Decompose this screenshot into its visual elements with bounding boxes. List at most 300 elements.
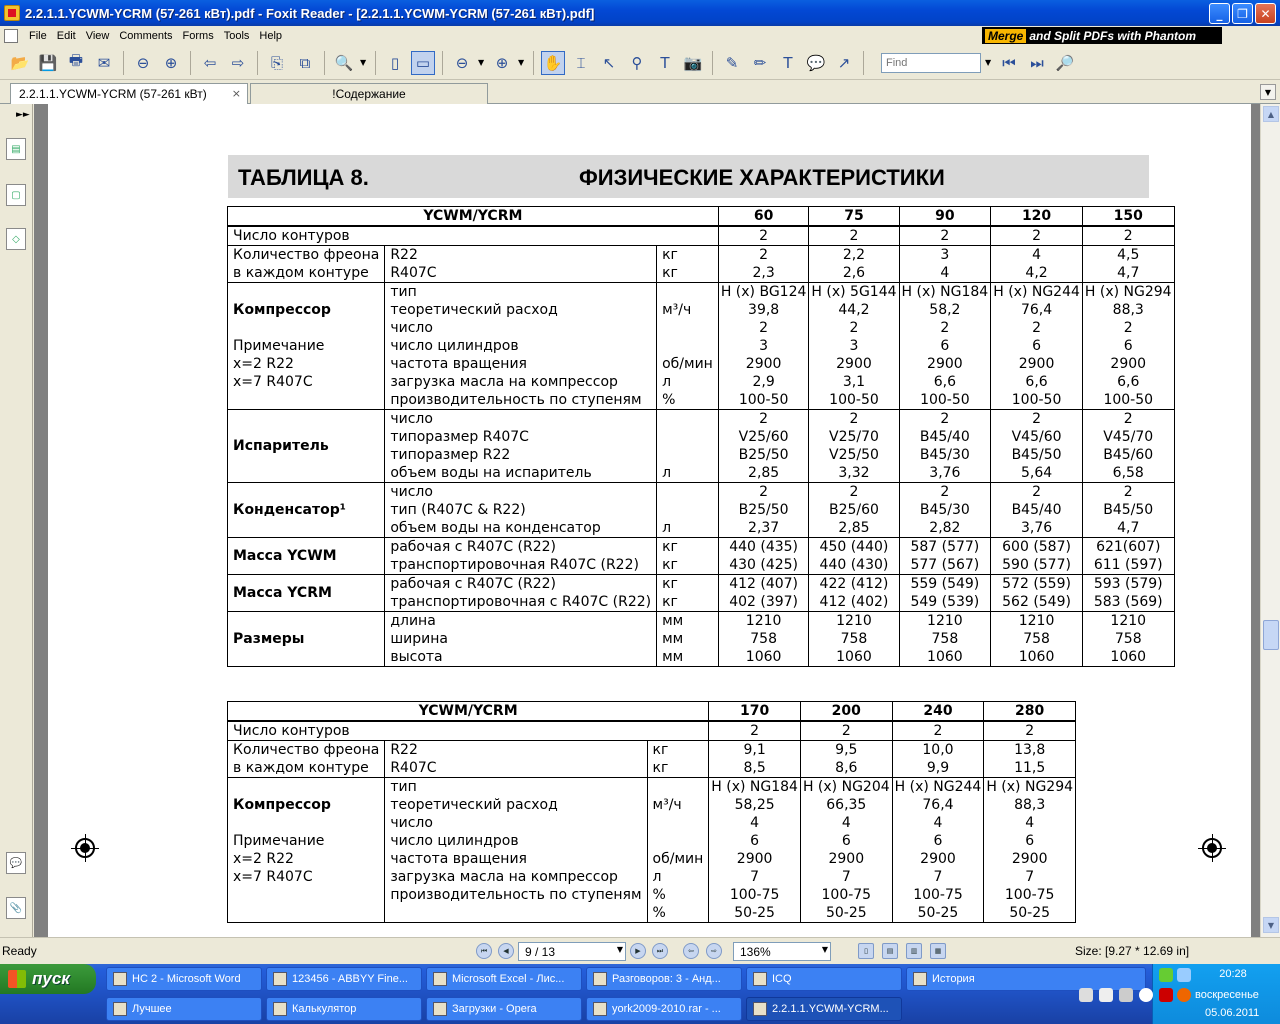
- value: 2900: [1011, 851, 1048, 867]
- promo-text: and Split PDFs with Phantom: [1029, 28, 1197, 43]
- group-label-line: Размеры: [233, 631, 305, 647]
- group-label-line: Компрессор: [233, 302, 331, 318]
- open-icon[interactable]: 📂: [10, 53, 30, 72]
- parameter-name: число: [390, 320, 433, 336]
- value: 50-25: [917, 905, 959, 921]
- value-cell: [718, 612, 809, 667]
- zoom-dropdown-icon[interactable]: ▼: [360, 58, 367, 67]
- parameter-names: [385, 483, 657, 538]
- value: 450 (440): [819, 539, 889, 555]
- taskbar-calculator[interactable]: [266, 997, 422, 1021]
- continuous-facing-view-icon[interactable]: ▦: [930, 943, 946, 959]
- taskbar-label: НС 2 - Microsoft Word: [132, 973, 241, 985]
- scroll-thumb[interactable]: [1263, 620, 1279, 650]
- value: 2,82: [929, 520, 961, 536]
- value: 2: [849, 411, 859, 427]
- value-cell: [1082, 612, 1174, 667]
- menu-edit[interactable]: Edit: [56, 30, 76, 42]
- unit: %: [652, 887, 666, 903]
- save-icon[interactable]: 💾: [38, 53, 58, 72]
- row-group-label: [228, 741, 385, 778]
- row-group-label: [228, 410, 385, 483]
- value: 2: [849, 320, 859, 336]
- menu-forms[interactable]: Forms: [182, 30, 214, 42]
- row-group-label: [228, 246, 385, 283]
- value: 2: [1123, 228, 1133, 244]
- units: [657, 575, 719, 612]
- page-number-field[interactable]: [518, 942, 626, 961]
- value-cell: [809, 483, 899, 538]
- zoom-out-dropdown-icon[interactable]: ▼: [478, 58, 485, 67]
- units: [647, 778, 709, 923]
- value: H (x) NG244: [993, 284, 1080, 300]
- unit: мм: [662, 631, 684, 647]
- value: 2: [940, 411, 950, 427]
- parameter-names: [385, 741, 647, 778]
- opera-tray-icon[interactable]: [1159, 988, 1173, 1002]
- value: B45/30: [919, 502, 970, 518]
- value: 58,25: [734, 797, 775, 813]
- unit: кг: [662, 265, 678, 281]
- select-text-icon[interactable]: ⌶: [576, 53, 586, 72]
- clock-time[interactable]: 20:28: [1219, 968, 1247, 980]
- expand-panel-icon[interactable]: ►►: [16, 110, 30, 120]
- units: [657, 246, 719, 283]
- value: 412 (402): [819, 594, 889, 610]
- units: [657, 612, 719, 667]
- group-label-line: Масса YCWM: [233, 548, 337, 564]
- value: 6,6: [933, 374, 956, 390]
- taskbar-foxit[interactable]: [746, 997, 902, 1021]
- value: 8,5: [743, 760, 766, 776]
- document-icon[interactable]: [4, 29, 18, 43]
- value-cell: [899, 612, 991, 667]
- winrar-icon: [593, 1002, 607, 1016]
- value: 100-50: [1011, 392, 1062, 408]
- find-dropdown-icon[interactable]: ▼: [985, 58, 992, 67]
- value-cell: [899, 575, 991, 612]
- word-icon: [113, 972, 127, 986]
- document-viewport[interactable]: [34, 104, 1260, 937]
- value: 2: [849, 228, 859, 244]
- taskbar-abbyy[interactable]: [266, 967, 422, 991]
- single-page-view-icon[interactable]: ▯: [858, 943, 874, 959]
- value: 2: [759, 247, 769, 263]
- previous-page-nav-icon[interactable]: ◀: [498, 943, 514, 959]
- minimize-button[interactable]: _: [1209, 3, 1230, 24]
- value: 2: [759, 484, 769, 500]
- last-page-icon[interactable]: ⏭: [652, 943, 668, 959]
- value: 6,58: [1112, 465, 1144, 481]
- find-previous-icon[interactable]: ⏮: [1002, 53, 1016, 72]
- unit: л: [662, 374, 672, 390]
- value: 2900: [836, 356, 872, 372]
- unit: л: [652, 869, 662, 885]
- keyboard-icon[interactable]: [1079, 988, 1093, 1002]
- value: B25/50: [738, 447, 789, 463]
- toolbar-separator: [190, 51, 191, 75]
- zoom-level-dropdown-icon[interactable]: ▼: [821, 945, 828, 954]
- find-next-icon[interactable]: ⏭: [1030, 53, 1044, 72]
- value: 4: [750, 815, 760, 831]
- value: 1060: [836, 649, 872, 665]
- unit: об/мин: [662, 356, 713, 372]
- clock-date: 05.06.2011: [1205, 1007, 1260, 1019]
- layers-icon[interactable]: ◇: [6, 228, 26, 250]
- select-annotation-icon[interactable]: ↖: [602, 53, 616, 72]
- tab-contents[interactable]: [250, 83, 488, 104]
- unit: кг: [652, 742, 669, 758]
- connection-icon[interactable]: [1177, 968, 1191, 982]
- value-cell: [718, 483, 809, 538]
- value-cell: [892, 778, 984, 923]
- forward-icon[interactable]: ⇨: [231, 53, 245, 72]
- value: 50-25: [1009, 905, 1051, 921]
- value-cell: [1082, 226, 1174, 246]
- taskbar-chat[interactable]: [586, 967, 742, 991]
- value: 4: [1025, 815, 1035, 831]
- value: 2: [1032, 320, 1042, 336]
- table-heading: [228, 155, 1149, 198]
- value: V25/60: [738, 429, 789, 445]
- value: 430 (425): [729, 557, 799, 573]
- unit: м³/ч: [652, 797, 682, 813]
- parameter-name: число: [390, 411, 433, 427]
- bookmarks-icon[interactable]: ▤: [6, 138, 26, 160]
- extract-pages-icon[interactable]: ⧉: [299, 53, 311, 72]
- zoom-out-icon[interactable]: ⊖: [455, 53, 469, 72]
- facing-view-icon[interactable]: ▥: [906, 943, 922, 959]
- parameter-name: типоразмер R407C: [390, 429, 529, 445]
- value: 2900: [745, 356, 782, 372]
- search-icon[interactable]: 🔎: [1055, 53, 1075, 72]
- value: V45/60: [1011, 429, 1062, 445]
- table-row: [228, 226, 1175, 246]
- title-bar: [0, 0, 1280, 26]
- table-row: [228, 741, 1076, 778]
- system-tray: [1152, 964, 1280, 1024]
- table-row: [228, 283, 1175, 410]
- unit: л: [662, 465, 672, 481]
- toolbar-separator: [863, 51, 864, 75]
- value: 3: [940, 247, 950, 263]
- value: 76,4: [922, 797, 954, 813]
- row-group-label: [228, 483, 385, 538]
- tab-label: 2.2.1.1.YCWM-YCRM (57-261 кВт): [19, 87, 207, 101]
- parameter-name: высота: [390, 649, 443, 665]
- value-cell: [709, 721, 801, 741]
- opera-icon: [433, 1002, 447, 1016]
- page-dropdown-icon[interactable]: ▼: [616, 945, 623, 954]
- taskbar-icq[interactable]: [746, 967, 902, 991]
- scroll-up-icon[interactable]: ▲: [1263, 106, 1279, 122]
- parameter-name: загрузка масла на компрессор: [390, 869, 618, 885]
- value: 583 (569): [1093, 594, 1163, 610]
- chevron-left-icon[interactable]: [1139, 988, 1153, 1002]
- value: 549 (539): [910, 594, 980, 610]
- value: 758: [750, 631, 777, 647]
- snapshot-icon[interactable]: 📷: [683, 53, 703, 72]
- page-size-info: Size: [9.27 * 12.69 in]: [1075, 944, 1190, 958]
- value: 66,35: [826, 797, 867, 813]
- value: 88,3: [1112, 302, 1144, 318]
- zoom-in-dropdown-icon[interactable]: ▼: [518, 58, 525, 67]
- taskbar-word[interactable]: [106, 967, 262, 991]
- value-cell: [899, 283, 991, 410]
- sign-icon[interactable]: ✎: [725, 53, 739, 72]
- first-page-icon[interactable]: ⏮: [476, 943, 492, 959]
- back-icon[interactable]: ⇦: [203, 53, 217, 72]
- restore-button[interactable]: ❐: [1232, 3, 1253, 24]
- taskbar-label: 123456 - ABBYY Fine...: [292, 973, 408, 985]
- promo-merge-label: Merge: [985, 29, 1026, 43]
- value: 6: [1123, 338, 1133, 354]
- toolbar-separator: [324, 51, 325, 75]
- typewriter-icon[interactable]: T: [660, 53, 670, 72]
- model-size-header: 200: [800, 702, 892, 722]
- text-box-icon[interactable]: T: [783, 53, 793, 72]
- fit-page-icon[interactable]: ▯: [390, 53, 400, 72]
- zoom-icon[interactable]: 🔍: [334, 53, 354, 72]
- unit: м³/ч: [662, 302, 692, 318]
- value: 11,5: [1014, 760, 1046, 776]
- menu-file[interactable]: File: [29, 30, 47, 42]
- close-tab-icon[interactable]: ×: [231, 87, 241, 100]
- value: B45/30: [919, 447, 970, 463]
- print-icon[interactable]: 🖶: [68, 51, 84, 69]
- icq-icon: [753, 972, 767, 986]
- help-icon[interactable]: [1099, 988, 1113, 1002]
- menu-help[interactable]: Help: [259, 30, 283, 42]
- main-toolbar: [0, 46, 1280, 80]
- value: 6: [841, 833, 851, 849]
- unit: кг: [662, 576, 678, 592]
- scroll-down-icon[interactable]: ▼: [1263, 917, 1279, 933]
- unit: [662, 446, 713, 464]
- value-cell: [1082, 410, 1174, 483]
- note-icon[interactable]: 💬: [806, 53, 826, 72]
- value: 2: [750, 723, 760, 739]
- value: 2,85: [748, 465, 780, 481]
- unit: кг: [662, 247, 678, 263]
- hand-tool-icon[interactable]: ✋: [541, 51, 565, 75]
- value: 2: [1032, 228, 1042, 244]
- parameter-name: тип: [390, 284, 417, 300]
- folder-icon: [593, 972, 607, 986]
- taskbar-opera[interactable]: [426, 997, 582, 1021]
- unit: кг: [662, 557, 678, 573]
- value: 422 (412): [819, 576, 889, 592]
- units: [657, 538, 719, 575]
- menu-tools[interactable]: Tools: [223, 30, 250, 42]
- taskbar-excel[interactable]: [426, 967, 582, 991]
- next-page-icon[interactable]: ⊕: [164, 53, 178, 72]
- tab-list-dropdown-icon[interactable]: ▼: [1260, 84, 1276, 100]
- row-group-label: [228, 721, 709, 741]
- tab-ycwm-ycrm[interactable]: [10, 83, 248, 104]
- unit: [653, 814, 704, 832]
- unit: %: [652, 905, 666, 921]
- value-cell: [718, 410, 809, 483]
- clock-day: воскресенье: [1195, 989, 1259, 1001]
- network-icon[interactable]: [1159, 968, 1173, 982]
- parameter-name: R22: [390, 742, 418, 758]
- go-forward-icon[interactable]: ⇨: [706, 943, 722, 959]
- table-row: [228, 483, 1175, 538]
- taskbar-label: Разговоров: 3 - Анд...: [612, 973, 721, 985]
- email-icon[interactable]: ✉: [97, 53, 111, 72]
- group-label-line: Испаритель: [233, 438, 329, 454]
- group-label-line: [233, 814, 379, 832]
- value-cell: [809, 538, 899, 575]
- value: 2,9: [752, 374, 775, 390]
- continuous-view-icon[interactable]: ▤: [882, 943, 898, 959]
- zoom-in-icon[interactable]: ⊕: [495, 53, 509, 72]
- value: 2: [759, 411, 769, 427]
- value: 2: [849, 484, 859, 500]
- value: 4,2: [1025, 265, 1048, 281]
- units: [657, 483, 719, 538]
- toolbar-separator: [123, 51, 124, 75]
- group-label-line: в каждом контуре: [233, 760, 369, 776]
- model-size-header: 75: [809, 207, 899, 227]
- status-bar: [0, 937, 1280, 964]
- close-button[interactable]: ✕: [1255, 3, 1276, 24]
- value-cell: [709, 741, 801, 778]
- value-cell: [800, 778, 892, 923]
- value: H (x) NG294: [1084, 284, 1172, 300]
- fit-width-icon[interactable]: ▭: [411, 51, 435, 75]
- value: 1060: [745, 649, 782, 665]
- value: V25/50: [829, 447, 879, 463]
- find-binoculars-icon[interactable]: ⚲: [631, 53, 643, 72]
- toolbar-separator: [533, 51, 534, 75]
- parameter-name: транспортировочная R407C (R22): [390, 557, 639, 573]
- parameter-name: R22: [390, 247, 418, 263]
- arrow-tool-icon[interactable]: ↗: [837, 53, 851, 72]
- group-label-line: Количество фреона: [233, 742, 380, 758]
- value: 100-50: [738, 392, 789, 408]
- value-cell: [1082, 483, 1174, 538]
- foxit-app-icon[interactable]: [4, 5, 20, 21]
- value-cell: [991, 283, 1083, 410]
- table-row: [228, 410, 1175, 483]
- next-page-nav-icon[interactable]: ▶: [630, 943, 646, 959]
- row-group-label: [228, 538, 385, 575]
- value: 100-50: [1103, 392, 1154, 408]
- parameter-name: число: [390, 484, 433, 500]
- find-input[interactable]: [881, 53, 981, 73]
- value-cell: [899, 246, 991, 283]
- value: B25/50: [738, 502, 789, 518]
- taskbar-label: Лучшее: [132, 1003, 172, 1015]
- parameter-name: объем воды на конденсатор: [390, 520, 601, 536]
- pencil-icon[interactable]: ✏: [753, 53, 767, 72]
- unit: [662, 319, 713, 337]
- row-group-label: [228, 283, 385, 410]
- value: 4,5: [1117, 247, 1140, 263]
- unit: [662, 428, 713, 446]
- attachments-icon[interactable]: 📎: [6, 897, 26, 919]
- unit: мм: [662, 613, 684, 629]
- value-cell: [1082, 283, 1174, 410]
- previous-page-icon[interactable]: ⊖: [136, 53, 150, 72]
- value: 7: [750, 869, 760, 885]
- group-label-line: x=2 R22: [233, 851, 294, 867]
- value: 6,6: [1117, 374, 1140, 390]
- value-cell: [809, 575, 899, 612]
- value: 6: [1032, 338, 1042, 354]
- value: 572 (559): [1002, 576, 1071, 592]
- crosshair-icon: [1202, 838, 1222, 858]
- value: 2,2: [842, 247, 866, 263]
- toolbar-separator: [375, 51, 376, 75]
- comments-panel-icon[interactable]: 💬: [6, 852, 26, 874]
- parameter-name: [390, 904, 641, 922]
- value-cell: [899, 483, 991, 538]
- value-cell: [718, 246, 809, 283]
- value: H (x) NG294: [986, 779, 1074, 795]
- foxit-icon: [753, 1002, 767, 1016]
- antivirus-icon[interactable]: [1177, 988, 1191, 1002]
- value: 5,64: [1020, 465, 1053, 481]
- value: 402 (397): [729, 594, 799, 610]
- value: 4: [940, 265, 950, 281]
- go-back-icon[interactable]: ⇦: [683, 943, 699, 959]
- start-button[interactable]: [0, 964, 96, 994]
- windows-taskbar: [0, 964, 1280, 1024]
- vertical-scrollbar[interactable]: [1260, 104, 1280, 937]
- value-cell: [709, 778, 801, 923]
- value: 758: [931, 631, 959, 647]
- table-header-row: [228, 702, 1076, 722]
- pages-icon[interactable]: ▢: [6, 184, 26, 206]
- model-size-header: 120: [991, 207, 1083, 227]
- units: [657, 283, 719, 410]
- value: V25/70: [829, 429, 879, 445]
- value: 10,0: [922, 742, 954, 758]
- parameter-name: частота вращения: [390, 356, 527, 372]
- value: 1060: [1018, 649, 1055, 665]
- taskbar-rar[interactable]: [586, 997, 742, 1021]
- zoom-level-field[interactable]: [733, 942, 831, 961]
- value: 1210: [836, 613, 872, 629]
- value: 758: [840, 631, 868, 647]
- value: H (x) NG244: [894, 779, 982, 795]
- specs-table-1: [227, 206, 1175, 667]
- row-group-label: [228, 778, 385, 923]
- taskbar-folder[interactable]: [106, 997, 262, 1021]
- value-cell: [718, 283, 809, 410]
- taskbar-label: Загрузки - Opera: [452, 1003, 537, 1015]
- unit: об/мин: [652, 851, 704, 867]
- value: 2,3: [752, 265, 775, 281]
- parameter-names: [385, 612, 657, 667]
- calculator-icon: [273, 1002, 287, 1016]
- parameter-names: [385, 575, 657, 612]
- menu-view[interactable]: View: [85, 30, 110, 42]
- unit: [662, 283, 713, 301]
- menu-comments[interactable]: Comments: [119, 30, 173, 42]
- rotate-view-icon[interactable]: ⎘: [270, 53, 283, 72]
- volume-icon[interactable]: [1119, 988, 1133, 1002]
- model-size-header: 170: [709, 702, 801, 722]
- pdf-page: [48, 104, 1251, 937]
- value: 4,7: [1117, 265, 1140, 281]
- value: 8,6: [835, 760, 858, 776]
- phantom-promo-banner[interactable]: [982, 27, 1222, 44]
- unit: %: [662, 392, 676, 408]
